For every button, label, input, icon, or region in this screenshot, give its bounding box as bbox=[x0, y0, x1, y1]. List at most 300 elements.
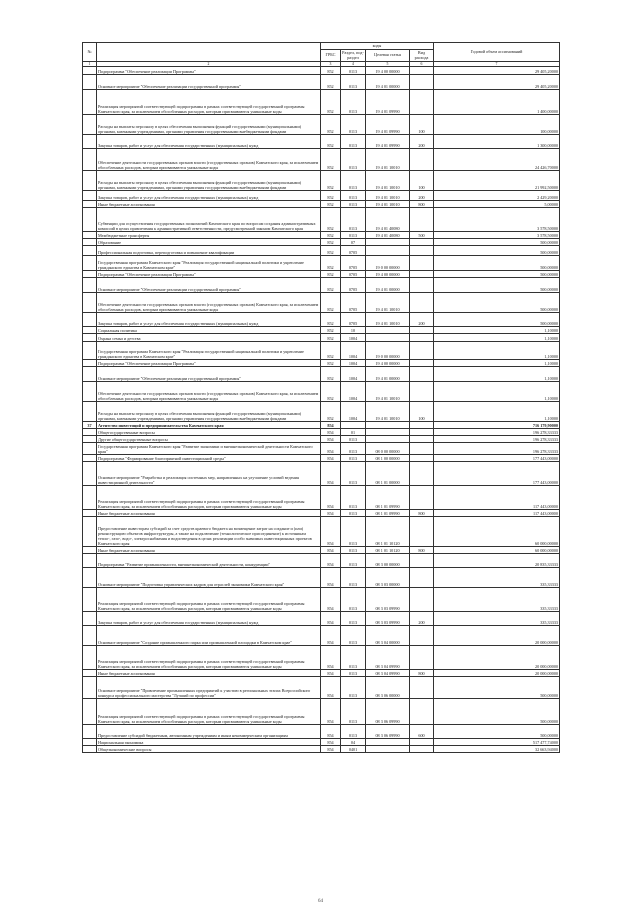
row-expense-type: 800 bbox=[410, 670, 434, 677]
row-razdel: 10 bbox=[341, 327, 366, 334]
table-row bbox=[83, 429, 560, 436]
table-row bbox=[83, 462, 560, 486]
row-name: Расходы на выплаты персоналу в целях обеспечения выполнения функций государственными (муниципальными) органами, казенными учреждениями, органами управления государственными внебюджетными фондами bbox=[97, 115, 321, 135]
row-target-article: 19 4 01 09990 bbox=[366, 115, 410, 135]
row-amount: 117 443,00000 bbox=[434, 486, 560, 510]
row-number bbox=[83, 455, 97, 462]
row-target-article: 19 0 00 00000 bbox=[366, 342, 410, 360]
row-name: Иные бюджетные ассигнования bbox=[97, 547, 321, 554]
row-target-article: 08 3 04 09990 bbox=[366, 670, 410, 677]
table-row bbox=[83, 208, 560, 232]
row-target-article bbox=[366, 239, 410, 246]
row-target-article: 08 1 01 09990 bbox=[366, 486, 410, 510]
row-number bbox=[83, 436, 97, 443]
row-name: Обеспечение деятельности государственных органов власти (государственных органов) Камчатского края, за исключением обособленных расходов, которым присваиваются уникальные коды bbox=[97, 149, 321, 171]
row-target-article: 19 4 01 00000 bbox=[366, 367, 410, 382]
row-target-article: 19 4 01 10010 bbox=[366, 402, 410, 422]
row-number bbox=[83, 115, 97, 135]
row-razdel: 0113 bbox=[341, 517, 366, 547]
row-razdel: 0705 bbox=[341, 246, 366, 256]
header-num: № bbox=[83, 43, 97, 62]
row-razdel: 1004 bbox=[341, 382, 366, 402]
row-expense-type: 500 bbox=[410, 232, 434, 239]
row-number bbox=[83, 588, 97, 612]
row-razdel: 0705 bbox=[341, 271, 366, 278]
row-name: Реализация мероприятий соответствующей подпрограммы в рамках соответствующей государственной программы Камчатского края, за исключением обособленных расходов, которым присваиваются уникальные коды bbox=[97, 90, 321, 115]
row-expense-type bbox=[410, 239, 434, 246]
row-amount: 196 278,33333 bbox=[434, 429, 560, 436]
row-amount: 500,00000 bbox=[434, 256, 560, 271]
row-number bbox=[83, 612, 97, 626]
row-amount: 20 000,00000 bbox=[434, 670, 560, 677]
table-body bbox=[83, 67, 560, 753]
row-amount: 1,10000 bbox=[434, 367, 560, 382]
row-expense-type: 100 bbox=[410, 171, 434, 191]
row-expense-type bbox=[410, 327, 434, 334]
row-number bbox=[83, 67, 97, 75]
row-amount: 5,00000 bbox=[434, 201, 560, 208]
row-grbs: 852 bbox=[321, 208, 341, 232]
row-target-article bbox=[366, 422, 410, 429]
row-number bbox=[83, 746, 97, 753]
row-razdel: 1004 bbox=[341, 360, 366, 367]
row-target-article: 19 4 00 00000 bbox=[366, 360, 410, 367]
row-razdel: 0113 bbox=[341, 455, 366, 462]
row-grbs: 854 bbox=[321, 429, 341, 436]
row-amount: 500,00000 bbox=[434, 271, 560, 278]
row-razdel: 0705 bbox=[341, 313, 366, 327]
row-grbs: 852 bbox=[321, 293, 341, 313]
row-target-article: 19 4 01 10010 bbox=[366, 149, 410, 171]
colnum: 7 bbox=[434, 62, 560, 67]
row-razdel: 0113 bbox=[341, 612, 366, 626]
row-amount: 3 578,50000 bbox=[434, 208, 560, 232]
row-number bbox=[83, 510, 97, 517]
header-sum: Годовой объем ассигнований bbox=[434, 43, 560, 62]
row-amount: 1,10000 bbox=[434, 334, 560, 342]
table-row bbox=[83, 677, 560, 699]
row-target-article: 19 4 00 00000 bbox=[366, 67, 410, 75]
row-razdel: 0401 bbox=[341, 746, 366, 753]
table-row bbox=[83, 239, 560, 246]
row-target-article: 08 3 06 09990 bbox=[366, 699, 410, 725]
row-target-article: 08 1 01 10120 bbox=[366, 517, 410, 547]
row-expense-type bbox=[410, 90, 434, 115]
colnum: 1 bbox=[83, 62, 97, 67]
table-row bbox=[83, 746, 560, 753]
row-expense-type bbox=[410, 334, 434, 342]
row-razdel: 0113 bbox=[341, 547, 366, 554]
row-number bbox=[83, 201, 97, 208]
table-row bbox=[83, 436, 560, 443]
row-amount: 196 278,33333 bbox=[434, 436, 560, 443]
row-grbs: 854 bbox=[321, 725, 341, 739]
row-number bbox=[83, 670, 97, 677]
row-razdel bbox=[341, 422, 366, 429]
row-name: Подпрограмма "Развитие промышленности, внешнеэкономической деятельности, конкуренции" bbox=[97, 554, 321, 568]
row-name: Иные бюджетные ассигнования bbox=[97, 670, 321, 677]
row-number bbox=[83, 486, 97, 510]
row-target-article: 19 4 01 10010 bbox=[366, 191, 410, 201]
row-number bbox=[83, 360, 97, 367]
row-grbs: 852 bbox=[321, 67, 341, 75]
row-razdel: 0113 bbox=[341, 171, 366, 191]
row-name: Предоставление инвесторам субсидий за счет средств краевого бюджета на возмещение затрат на создание и (или) реконструкцию объектов инфраструктуры, а также на подключение (технологическое присоединение) к источникам тепло-, газо-, водо-, электроснабжения и водоотведения в целях реализации особо значимых инвестиционных проектов Камчатского края bbox=[97, 517, 321, 547]
row-amount: 500,00000 bbox=[434, 699, 560, 725]
row-grbs: 854 bbox=[321, 646, 341, 670]
row-razdel: 0113 bbox=[341, 554, 366, 568]
row-name: Межбюджетные трансферты bbox=[97, 232, 321, 239]
row-expense-type bbox=[410, 382, 434, 402]
table-row bbox=[83, 232, 560, 239]
row-grbs: 852 bbox=[321, 334, 341, 342]
row-razdel: 0113 bbox=[341, 191, 366, 201]
colnum: 4 bbox=[341, 62, 366, 67]
row-razdel: 0113 bbox=[341, 725, 366, 739]
row-number bbox=[83, 246, 97, 256]
row-grbs: 852 bbox=[321, 382, 341, 402]
row-name: Общегосударственные вопросы bbox=[97, 429, 321, 436]
row-expense-type bbox=[410, 443, 434, 455]
row-grbs: 852 bbox=[321, 115, 341, 135]
row-expense-type bbox=[410, 342, 434, 360]
row-amount: 24 426,70000 bbox=[434, 149, 560, 171]
table-row bbox=[83, 646, 560, 670]
row-target-article: 19 4 01 10010 bbox=[366, 313, 410, 327]
row-number bbox=[83, 208, 97, 232]
row-number: 37 bbox=[83, 422, 97, 429]
table-row bbox=[83, 626, 560, 646]
table-row bbox=[83, 360, 560, 367]
row-grbs: 852 bbox=[321, 256, 341, 271]
row-grbs: 854 bbox=[321, 422, 341, 429]
row-grbs: 854 bbox=[321, 699, 341, 725]
row-target-article: 19 0 00 00000 bbox=[366, 256, 410, 271]
row-razdel: 0705 bbox=[341, 278, 366, 293]
row-grbs: 854 bbox=[321, 568, 341, 588]
row-name: Предоставление субсидий бюджетным, автономным учреждениям и иным некоммерческим организациям bbox=[97, 725, 321, 739]
row-name: Реализация мероприятий соответствующей подпрограммы в рамках соответствующей государственной программы Камчатского края, за исключением обособленных расходов, которым присваиваются уникальные коды bbox=[97, 699, 321, 725]
row-target-article: 19 4 01 10010 bbox=[366, 201, 410, 208]
row-number bbox=[83, 443, 97, 455]
row-name: Основное мероприятие "Обеспечение реализации государственной программы" bbox=[97, 367, 321, 382]
row-target-article: 08 1 00 00000 bbox=[366, 455, 410, 462]
row-target-article: 08 1 01 00000 bbox=[366, 462, 410, 486]
row-number bbox=[83, 232, 97, 239]
row-amount: 500,00000 bbox=[434, 293, 560, 313]
row-expense-type bbox=[410, 568, 434, 588]
row-grbs: 852 bbox=[321, 327, 341, 334]
row-name: Реализация мероприятий соответствующей подпрограммы в рамках соответствующей государственной программы Камчатского края, за исключением обособленных расходов, которым присваиваются уникальные коды bbox=[97, 588, 321, 612]
row-amount: 100,00000 bbox=[434, 115, 560, 135]
row-name: Государственная программа Камчатского края "Развитие экономики и внешнеэкономической деятельности Камчатского края" bbox=[97, 443, 321, 455]
page-number: 64 bbox=[318, 899, 323, 904]
table-row bbox=[83, 588, 560, 612]
row-number bbox=[83, 382, 97, 402]
row-grbs: 854 bbox=[321, 746, 341, 753]
row-number bbox=[83, 327, 97, 334]
row-expense-type bbox=[410, 746, 434, 753]
row-expense-type: 100 bbox=[410, 402, 434, 422]
row-name: Закупка товаров, работ и услуг для обеспечения государственных (муниципальных) нужд bbox=[97, 313, 321, 327]
row-name: Закупка товаров, работ и услуг для обеспечения государственных (муниципальных) нужд bbox=[97, 135, 321, 149]
row-amount: 335,33333 bbox=[434, 588, 560, 612]
row-grbs: 852 bbox=[321, 90, 341, 115]
row-razdel: 0113 bbox=[341, 677, 366, 699]
table-row bbox=[83, 115, 560, 135]
row-name: Государственная программа Камчатского края "Реализация государственной национальной политики и укрепление гражданского единства в Камчатском крае" bbox=[97, 256, 321, 271]
row-target-article: 08 3 03 09990 bbox=[366, 612, 410, 626]
row-name: Реализация мероприятий соответствующей подпрограммы в рамках соответствующей государственной программы Камчатского края, за исключением обособленных расходов, которым присваиваются уникальные коды bbox=[97, 646, 321, 670]
row-amount: 500,00000 bbox=[434, 246, 560, 256]
colnum: 2 bbox=[97, 62, 321, 67]
table-row bbox=[83, 256, 560, 271]
row-target-article: 19 4 01 10010 bbox=[366, 382, 410, 402]
row-amount: 1 400,00000 bbox=[434, 90, 560, 115]
row-number bbox=[83, 626, 97, 646]
row-target-article bbox=[366, 429, 410, 436]
row-amount: 500,00000 bbox=[434, 239, 560, 246]
row-name: Расходы на выплаты персоналу в целях обеспечения выполнения функций государственными (муниципальными) органами, казенными учреждениями, органами управления государственными внебюджетными фондами bbox=[97, 171, 321, 191]
table-row bbox=[83, 612, 560, 626]
row-expense-type bbox=[410, 462, 434, 486]
row-razdel: 0113 bbox=[341, 486, 366, 510]
row-amount: 2 429,20000 bbox=[434, 191, 560, 201]
header-vid: Вид расхода bbox=[410, 50, 434, 62]
row-expense-type: 600 bbox=[410, 725, 434, 739]
row-grbs: 852 bbox=[321, 171, 341, 191]
row-expense-type: 200 bbox=[410, 135, 434, 149]
row-expense-type bbox=[410, 278, 434, 293]
row-number bbox=[83, 517, 97, 547]
row-name: Подпрограмма "Обеспечение реализации Программы" bbox=[97, 360, 321, 367]
row-expense-type bbox=[410, 739, 434, 746]
table-row bbox=[83, 367, 560, 382]
row-razdel: 0113 bbox=[341, 232, 366, 239]
row-target-article: 08 3 03 00000 bbox=[366, 568, 410, 588]
row-name: Основное мероприятие "Обеспечение реализации государственной программы" bbox=[97, 75, 321, 90]
row-amount: 500,00000 bbox=[434, 313, 560, 327]
row-grbs: 852 bbox=[321, 402, 341, 422]
row-target-article: 19 4 01 40080 bbox=[366, 208, 410, 232]
header-codes: коды bbox=[321, 43, 434, 50]
row-razdel: 1004 bbox=[341, 342, 366, 360]
row-name: Подпрограмма "Обеспечение реализации Программы" bbox=[97, 271, 321, 278]
row-name: Подпрограмма "Формирование благоприятной инвестиционной среды" bbox=[97, 455, 321, 462]
row-number bbox=[83, 462, 97, 486]
row-name: Государственная программа Камчатского края "Реализация государственной национальной политики и укрепление гражданского единства в Камчатском крае" bbox=[97, 342, 321, 360]
row-razdel: 1004 bbox=[341, 367, 366, 382]
row-razdel: 01 bbox=[341, 429, 366, 436]
table-row bbox=[83, 334, 560, 342]
row-target-article: 19 4 01 09990 bbox=[366, 90, 410, 115]
row-number bbox=[83, 739, 97, 746]
row-name: Охрана семьи и детства bbox=[97, 334, 321, 342]
row-expense-type bbox=[410, 677, 434, 699]
row-razdel: 0113 bbox=[341, 90, 366, 115]
table-row bbox=[83, 382, 560, 402]
row-target-article: 08 1 01 09990 bbox=[366, 510, 410, 517]
row-razdel: 0113 bbox=[341, 149, 366, 171]
header-cs: Целевая статья bbox=[366, 50, 410, 62]
row-name: Субвенции для осуществления государственных полномочий Камчатского края по вопросам создания административных комиссий в целях привлечения к административной ответственности, предусмотренной законом Камчатского края bbox=[97, 208, 321, 232]
row-expense-type bbox=[410, 517, 434, 547]
row-amount: 21 992,50000 bbox=[434, 171, 560, 191]
row-target-article bbox=[366, 327, 410, 334]
row-expense-type bbox=[410, 436, 434, 443]
row-amount: 196 278,33333 bbox=[434, 443, 560, 455]
row-razdel: 0113 bbox=[341, 67, 366, 75]
row-number bbox=[83, 256, 97, 271]
row-grbs: 854 bbox=[321, 462, 341, 486]
row-name: Закупка товаров, работ и услуг для обеспечения государственных (муниципальных) нужд bbox=[97, 612, 321, 626]
row-amount: 117 443,00000 bbox=[434, 510, 560, 517]
row-name: Социальная политика bbox=[97, 327, 321, 334]
table-row bbox=[83, 422, 560, 429]
row-target-article bbox=[366, 436, 410, 443]
table-row bbox=[83, 670, 560, 677]
row-expense-type: 200 bbox=[410, 191, 434, 201]
table-row bbox=[83, 246, 560, 256]
row-razdel: 0113 bbox=[341, 510, 366, 517]
row-grbs: 854 bbox=[321, 486, 341, 510]
colnum: 5 bbox=[366, 62, 410, 67]
row-amount: 500,00000 bbox=[434, 278, 560, 293]
row-target-article: 08 3 03 09990 bbox=[366, 588, 410, 612]
row-name: Обеспечение деятельности государственных органов власти (государственных органов) Камчатского края, за исключением обособленных расходов, которым присваиваются уникальные коды bbox=[97, 293, 321, 313]
row-amount: 1 300,00000 bbox=[434, 135, 560, 149]
row-razdel: 0113 bbox=[341, 646, 366, 670]
row-name: Общеэкономические вопросы bbox=[97, 746, 321, 753]
row-number bbox=[83, 293, 97, 313]
row-target-article: 08 1 01 10120 bbox=[366, 547, 410, 554]
row-razdel: 04 bbox=[341, 739, 366, 746]
row-grbs: 852 bbox=[321, 271, 341, 278]
row-expense-type bbox=[410, 208, 434, 232]
row-name: Образование bbox=[97, 239, 321, 246]
row-grbs: 854 bbox=[321, 612, 341, 626]
row-razdel: 0113 bbox=[341, 626, 366, 646]
row-target-article: 19 4 01 10010 bbox=[366, 171, 410, 191]
row-amount: 60 000,00000 bbox=[434, 547, 560, 554]
table-row bbox=[83, 699, 560, 725]
table-row bbox=[83, 135, 560, 149]
row-target-article: 19 4 01 09990 bbox=[366, 135, 410, 149]
table-row bbox=[83, 342, 560, 360]
row-razdel: 0113 bbox=[341, 75, 366, 90]
row-name: Закупка товаров, работ и услуг для обеспечения государственных (муниципальных) нужд bbox=[97, 191, 321, 201]
row-expense-type: 200 bbox=[410, 313, 434, 327]
row-expense-type bbox=[410, 67, 434, 75]
row-grbs: 852 bbox=[321, 313, 341, 327]
row-name: Агентство инвестиций и предпринимательства Камчатского края bbox=[97, 422, 321, 429]
table-row bbox=[83, 201, 560, 208]
row-expense-type bbox=[410, 429, 434, 436]
row-expense-type: 800 bbox=[410, 547, 434, 554]
row-grbs: 852 bbox=[321, 201, 341, 208]
header-name bbox=[97, 43, 321, 62]
row-target-article bbox=[366, 246, 410, 256]
row-target-article: 19 4 01 10010 bbox=[366, 293, 410, 313]
row-name: Расходы на выплаты персоналу в целях обеспечения выполнения функций государственными (муниципальными) органами, казенными учреждениями, органами управления государственными внебюджетными фондами bbox=[97, 402, 321, 422]
row-expense-type: 100 bbox=[410, 115, 434, 135]
row-expense-type bbox=[410, 293, 434, 313]
row-amount: 716 179,90000 bbox=[434, 422, 560, 429]
row-name: Другие общегосударственные вопросы bbox=[97, 436, 321, 443]
row-amount: 1,10000 bbox=[434, 342, 560, 360]
row-number bbox=[83, 271, 97, 278]
row-number bbox=[83, 239, 97, 246]
row-grbs: 854 bbox=[321, 626, 341, 646]
table-row bbox=[83, 402, 560, 422]
row-grbs: 852 bbox=[321, 239, 341, 246]
row-number bbox=[83, 699, 97, 725]
row-grbs: 852 bbox=[321, 342, 341, 360]
row-amount: 177 443,00000 bbox=[434, 462, 560, 486]
row-name: Профессиональная подготовка, переподготовка и повышение квалификации bbox=[97, 246, 321, 256]
row-grbs: 852 bbox=[321, 360, 341, 367]
row-razdel: 0113 bbox=[341, 699, 366, 725]
row-target-article: 08 3 04 09990 bbox=[366, 646, 410, 670]
table-row bbox=[83, 90, 560, 115]
row-expense-type bbox=[410, 486, 434, 510]
row-number bbox=[83, 135, 97, 149]
row-expense-type: 200 bbox=[410, 612, 434, 626]
table-row bbox=[83, 739, 560, 746]
table-row bbox=[83, 568, 560, 588]
row-expense-type bbox=[410, 455, 434, 462]
row-grbs: 852 bbox=[321, 278, 341, 293]
row-name: Иные бюджетные ассигнования bbox=[97, 201, 321, 208]
row-expense-type bbox=[410, 360, 434, 367]
row-target-article: 19 4 01 00000 bbox=[366, 75, 410, 90]
row-razdel: 0113 bbox=[341, 201, 366, 208]
row-number bbox=[83, 75, 97, 90]
row-grbs: 854 bbox=[321, 443, 341, 455]
row-grbs: 852 bbox=[321, 246, 341, 256]
row-grbs: 852 bbox=[321, 135, 341, 149]
row-expense-type bbox=[410, 554, 434, 568]
row-expense-type bbox=[410, 699, 434, 725]
row-amount: 60 000,00000 bbox=[434, 517, 560, 547]
row-expense-type bbox=[410, 626, 434, 646]
row-number bbox=[83, 547, 97, 554]
row-razdel: 0113 bbox=[341, 462, 366, 486]
row-name: Основное мероприятие "Разработка и реализация системных мер, направленных на улучшение условий ведения инвестиционной деятельности" bbox=[97, 462, 321, 486]
table-row bbox=[83, 75, 560, 90]
row-razdel: 0113 bbox=[341, 443, 366, 455]
row-name: Основное мероприятие "Создание промышленного парка или промышленной площадки в Камчатском крае" bbox=[97, 626, 321, 646]
row-expense-type bbox=[410, 646, 434, 670]
table-row bbox=[83, 171, 560, 191]
row-razdel: 0113 bbox=[341, 208, 366, 232]
row-razdel: 1004 bbox=[341, 334, 366, 342]
table-row bbox=[83, 547, 560, 554]
row-expense-type bbox=[410, 256, 434, 271]
table-row bbox=[83, 67, 560, 75]
colnum: 6 bbox=[410, 62, 434, 67]
row-amount: 500,00000 bbox=[434, 677, 560, 699]
table-row bbox=[83, 517, 560, 547]
row-razdel: 1004 bbox=[341, 402, 366, 422]
row-grbs: 852 bbox=[321, 232, 341, 239]
row-razdel: 0113 bbox=[341, 568, 366, 588]
row-amount: 29 405,20000 bbox=[434, 67, 560, 75]
row-razdel: 0113 bbox=[341, 135, 366, 149]
row-grbs: 854 bbox=[321, 670, 341, 677]
table-row bbox=[83, 313, 560, 327]
row-number bbox=[83, 429, 97, 436]
